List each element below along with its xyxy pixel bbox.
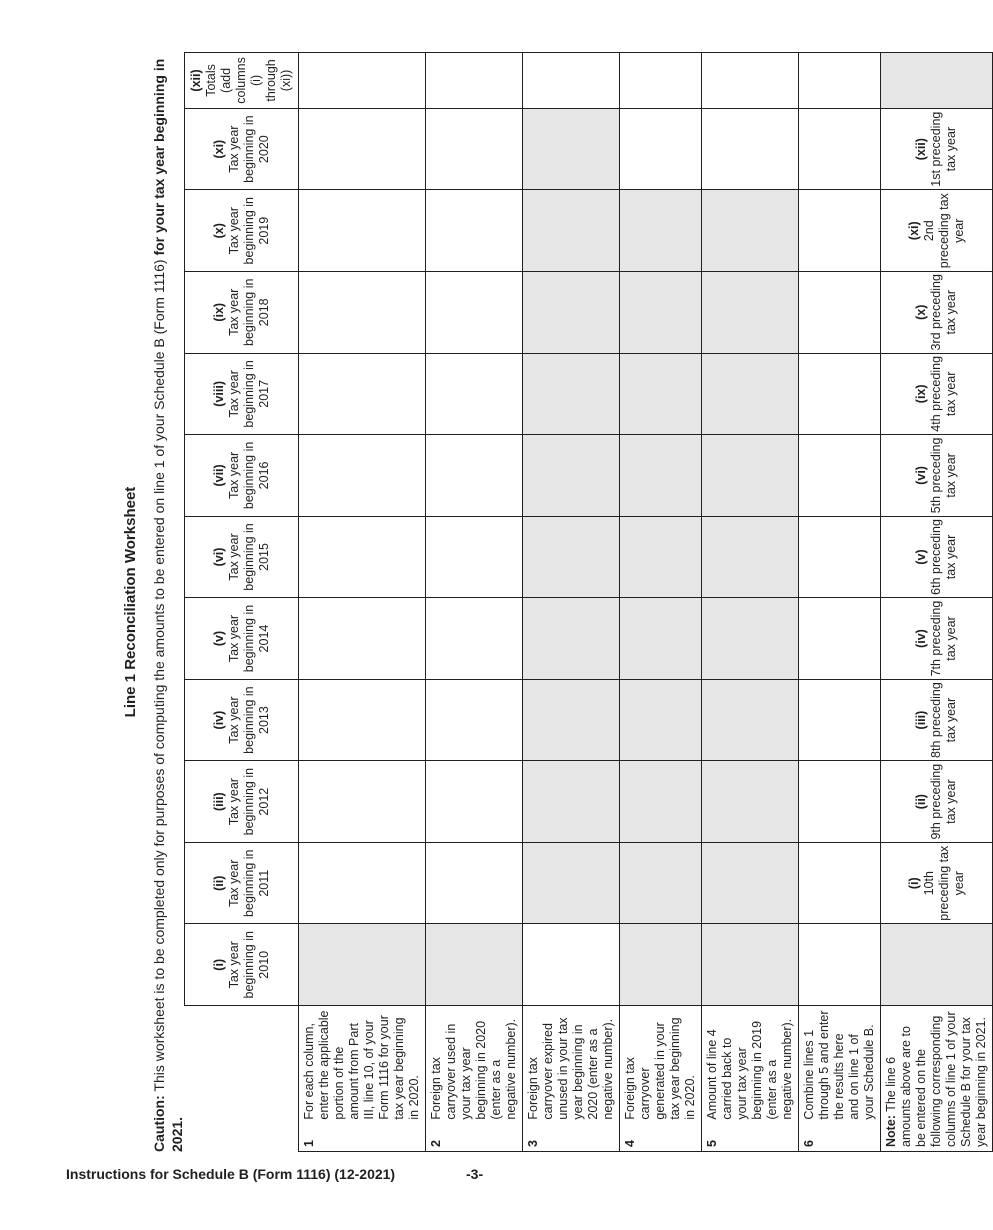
preceding-year-label: (v) 6th preceding tax year: [881, 516, 993, 598]
entry-cell[interactable]: [426, 353, 523, 435]
col-header: (i) Tax year beginning in 2010: [185, 924, 299, 1006]
line-number: 1: [299, 1124, 426, 1152]
entry-cell: [523, 842, 620, 924]
entry-cell: [702, 190, 799, 272]
entry-cell: [620, 679, 702, 761]
entry-cell[interactable]: [299, 435, 426, 517]
col-header: (ii) Tax year beginning in 2011: [185, 842, 299, 924]
entry-cell: [620, 842, 702, 924]
entry-cell[interactable]: [702, 53, 799, 109]
preceding-year-label: (x) 3rd preceding tax year: [881, 272, 993, 354]
entry-cell: [426, 924, 523, 1006]
line-description: Foreign tax carryover generated in your tax year beginning in 2020.: [620, 1006, 702, 1124]
line-description: Foreign tax carryover used in your tax year beginning in 2020 (enter as a negative number).: [426, 1006, 523, 1124]
table-row: [620, 53, 702, 1152]
entry-cell[interactable]: [426, 108, 523, 190]
col-header: (ix) Tax year beginning in 2018: [185, 272, 299, 354]
entry-cell: [702, 679, 799, 761]
entry-cell: [523, 272, 620, 354]
entry-cell: [523, 353, 620, 435]
entry-cell[interactable]: [426, 842, 523, 924]
entry-cell[interactable]: [426, 761, 523, 843]
entry-cell[interactable]: [426, 598, 523, 680]
entry-cell: [299, 924, 426, 1006]
line-number: 4: [620, 1124, 702, 1152]
line-number: 5: [702, 1124, 799, 1152]
note-row: [881, 53, 993, 1152]
entry-cell[interactable]: [702, 108, 799, 190]
col-header: (iii) Tax year beginning in 2012: [185, 761, 299, 843]
line-description: For each column, enter the applicable portion of the amount from Part III, line 10, of your Form 1116 for your tax year beginning in 2020.: [299, 1006, 426, 1124]
caution-text: This worksheet is to be completed only for purposes of computing the amounts to be entered on line 1 of your Schedule B (Form 1116): [151, 255, 167, 1096]
footer-form-title: Instructions for Schedule B (Form 1116) (12-2021): [66, 1166, 396, 1182]
entry-cell[interactable]: [799, 679, 881, 761]
entry-cell[interactable]: [799, 272, 881, 354]
entry-cell: [620, 761, 702, 843]
line-description: Amount of line 4 carried back to your tax year beginning in 2019 (enter as a negative number).: [702, 1006, 799, 1124]
entry-cell: [523, 435, 620, 517]
preceding-year-label: (vi) 5th preceding tax year: [881, 435, 993, 517]
entry-cell[interactable]: [426, 435, 523, 517]
entry-cell: [702, 272, 799, 354]
entry-cell[interactable]: [299, 53, 426, 109]
preceding-year-label: (iv) 7th preceding tax year: [881, 598, 993, 680]
preceding-year-label: (xi) 2nd preceding tax year: [881, 190, 993, 272]
line-description: Combine lines 1 through 5 and enter the results here and on line 1 of your Schedule B.: [799, 1006, 881, 1124]
entry-cell: [702, 924, 799, 1006]
entry-cell[interactable]: [299, 272, 426, 354]
entry-cell[interactable]: [426, 272, 523, 354]
entry-cell[interactable]: [299, 598, 426, 680]
line-description: Foreign tax carryover expired unused in your tax year beginning in 2020 (enter as a negative number).: [523, 1006, 620, 1124]
preceding-year-label: (xii) 1st preceding tax year: [881, 108, 993, 190]
preceding-year-label: (i) 10th preceding tax year: [881, 842, 993, 924]
entry-cell[interactable]: [299, 679, 426, 761]
entry-cell: [523, 761, 620, 843]
entry-cell[interactable]: [799, 353, 881, 435]
entry-cell: [702, 516, 799, 598]
entry-cell[interactable]: [799, 516, 881, 598]
entry-cell[interactable]: [620, 53, 702, 109]
note-label: Note:: [884, 1115, 898, 1147]
caution-bold-end: for your tax year beginning in 2021.: [151, 58, 185, 1152]
preceding-year-label: (ii) 9th preceding tax year: [881, 761, 993, 843]
col-header: (x) Tax year beginning in 2019: [185, 190, 299, 272]
entry-cell: [702, 435, 799, 517]
table-row: [523, 53, 620, 1152]
entry-cell: [702, 842, 799, 924]
table-row: [799, 53, 881, 1152]
caution-label: Caution:: [151, 1095, 167, 1152]
entry-cell[interactable]: [299, 761, 426, 843]
note-shaded-cell: [881, 924, 993, 1006]
col-header: (vi) Tax year beginning in 2015: [185, 516, 299, 598]
note-text: Note: The line 6 amounts above are to be entered on the following corresponding columns of line 1 of your Schedule B for your tax year beginning in 2021.: [881, 1006, 993, 1152]
entry-cell[interactable]: [799, 761, 881, 843]
entry-cell[interactable]: [426, 53, 523, 109]
reconciliation-table: [184, 52, 993, 1152]
entry-cell: [620, 516, 702, 598]
entry-cell[interactable]: [799, 190, 881, 272]
entry-cell[interactable]: [799, 598, 881, 680]
entry-cell[interactable]: [799, 842, 881, 924]
table-row: [702, 53, 799, 1152]
entry-cell[interactable]: [799, 924, 881, 1006]
header-blank: [185, 1006, 299, 1152]
col-header: (iv) Tax year beginning in 2013: [185, 679, 299, 761]
entry-cell[interactable]: [299, 353, 426, 435]
col-header: (vii) Tax year beginning in 2016: [185, 435, 299, 517]
entry-cell: [620, 924, 702, 1006]
entry-cell[interactable]: [299, 108, 426, 190]
entry-cell: [702, 353, 799, 435]
entry-cell: [702, 598, 799, 680]
entry-cell: [523, 679, 620, 761]
entry-cell: [620, 353, 702, 435]
entry-cell[interactable]: [523, 924, 620, 1006]
line-number: 6: [799, 1124, 881, 1152]
col-header: (v) Tax year beginning in 2014: [185, 598, 299, 680]
entry-cell: [620, 598, 702, 680]
col-header: (viii) Tax year beginning in 2017: [185, 353, 299, 435]
line-number: 3: [523, 1124, 620, 1152]
entry-cell[interactable]: [523, 53, 620, 109]
entry-cell: [620, 190, 702, 272]
line-number: 2: [426, 1124, 523, 1152]
entry-cell: [523, 108, 620, 190]
entry-cell[interactable]: [799, 53, 881, 109]
entry-cell[interactable]: [799, 435, 881, 517]
entry-cell[interactable]: [426, 679, 523, 761]
worksheet-title: Line 1 Reconciliation Worksheet: [122, 486, 139, 718]
page-number: -3-: [466, 1166, 484, 1182]
entry-cell: [523, 598, 620, 680]
entry-cell[interactable]: [299, 516, 426, 598]
col-header-totals: (xii) Totals (add columns (i) through (xi)): [185, 53, 299, 109]
preceding-year-label: (iii) 8th preceding tax year: [881, 679, 993, 761]
table-row: [426, 53, 523, 1152]
preceding-year-label: (ix) 4th preceding tax year: [881, 353, 993, 435]
entry-cell[interactable]: [799, 108, 881, 190]
note-shaded-cell: [881, 53, 993, 109]
entry-cell: [620, 435, 702, 517]
entry-cell: [523, 516, 620, 598]
worksheet: [122, 52, 988, 1152]
entry-cell[interactable]: [620, 108, 702, 190]
entry-cell[interactable]: [426, 516, 523, 598]
entry-cell: [702, 761, 799, 843]
column-header-row: [185, 53, 299, 1152]
table-row: [299, 53, 426, 1152]
col-header: (xi) Tax year beginning in 2020: [185, 108, 299, 190]
entry-cell: [620, 272, 702, 354]
entry-cell[interactable]: [426, 190, 523, 272]
entry-cell[interactable]: [299, 842, 426, 924]
entry-cell[interactable]: [299, 190, 426, 272]
caution-note: [150, 52, 186, 1152]
entry-cell: [523, 190, 620, 272]
